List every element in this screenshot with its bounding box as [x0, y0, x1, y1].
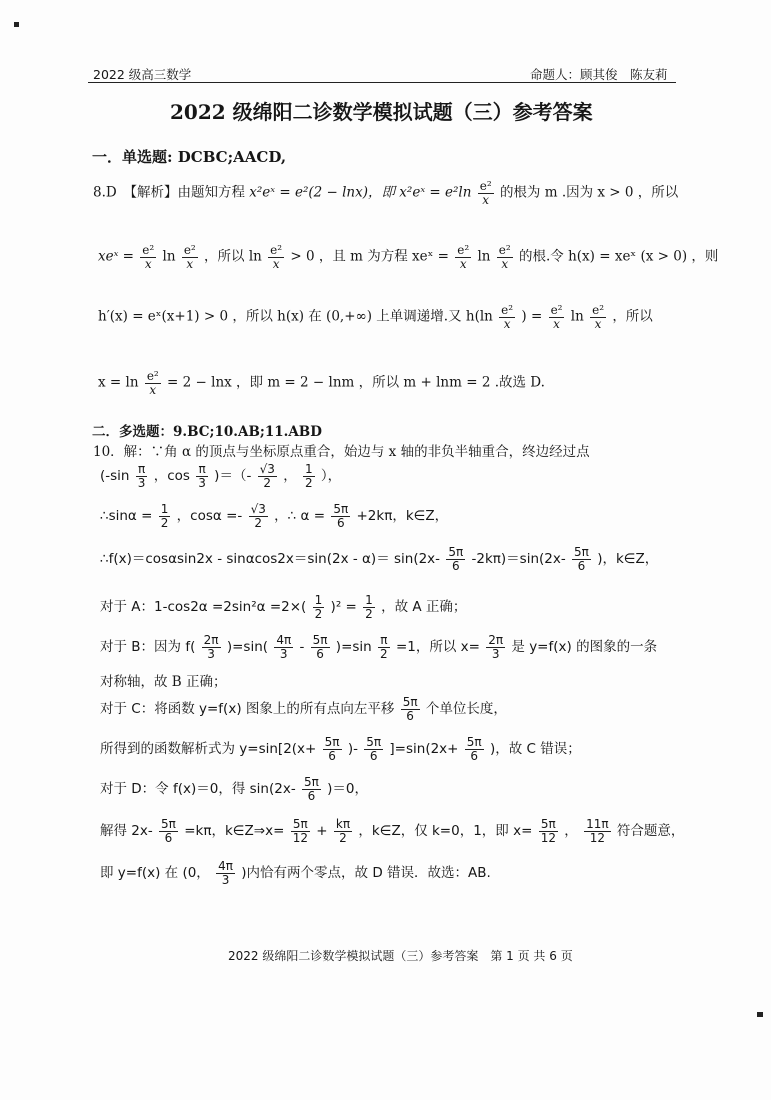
fraction: $\frac{11\pi}{12}$ [586, 817, 609, 845]
q10-text: ∴f(x)＝cosαsin2x - sinαcos2x＝sin(2x - α)＝ sin(2x- [100, 551, 441, 568]
fraction: $\frac{\pi}{3}$ [198, 462, 206, 490]
q8-line-1 [93, 180, 678, 206]
q10-text: ， [564, 823, 578, 840]
option-b-line [100, 634, 657, 660]
q10-text: )=sin( [226, 639, 269, 656]
q10-line-2 [100, 463, 341, 489]
fraction: $\frac{\pi}{2}$ [380, 633, 388, 661]
fraction: $\frac{\text{e²}}{x}$ [146, 369, 159, 397]
q10-text: =1，所以 x= [395, 639, 480, 656]
fraction: $\frac{5\pi}{6}$ [366, 735, 382, 763]
fraction: $\frac{4\pi}{3}$ [218, 859, 233, 887]
option-d-solution [100, 818, 684, 844]
q10-text: 是 y=f(x) 的图象的一条 [511, 639, 658, 656]
q8-text: x = ln [98, 374, 139, 391]
q8-text: 的根为 m .因为 x > 0 ，所以 [499, 184, 679, 201]
q8-text: h′(x) = eˣ(x+1) > 0 ，所以 h(x) 在 (0,+∞) 上单调递增.又 h(ln [98, 308, 493, 325]
fraction: $\frac{\text{e²}}{x}$ [498, 243, 511, 271]
q10-text: 对于 A：1-cos2α =2sin²α =2×( [100, 599, 307, 616]
q10-line-1: 10．解：∵角 α 的顶点与坐标原点重合，始边与 x 轴的非负半轴重合，终边经过点 [93, 444, 590, 460]
q10-text: 即 y=f(x) 在 (0， [100, 865, 210, 882]
section-multi-choice: 二．多选题：9.BC;10.AB;11.ABD [92, 424, 322, 440]
page-title: 2022 级绵阳二诊数学模拟试题（三）参考答案 [170, 100, 593, 124]
q10-line-4 [100, 546, 658, 572]
q8-text: ，所以 [612, 308, 653, 325]
q10-text: )内恰有两个零点，故 D 错误．故选：AB. [241, 865, 491, 882]
fraction: $\frac{5\pi}{6}$ [574, 545, 589, 573]
q8-text: xeˣ = [98, 248, 134, 265]
fraction: $\frac{\text{e²}}{x}$ [142, 243, 155, 271]
fraction: $\frac{2\pi}{3}$ [488, 633, 504, 661]
q10-text: 对于 D：令 f(x)＝0，得 sin(2x- [100, 781, 296, 798]
q10-text: )＝0， [327, 781, 369, 798]
q10-text: 解得 2x- [100, 823, 153, 840]
q8-equation: x²eˣ = e²(2 − lnx)，即 x²eˣ = e²ln [249, 184, 472, 201]
fraction: $\frac{5\pi}{12}$ [540, 817, 556, 845]
q10-text: 对于 C：将函数 y=f(x) 图象上的所有点向左平移 [100, 701, 395, 718]
fraction: $\frac{1}{2}$ [314, 593, 323, 621]
fraction: $\frac{\text{e²}}{x}$ [183, 243, 196, 271]
fraction: $\frac{1}{2}$ [304, 462, 313, 490]
q10-text: )- [347, 741, 358, 758]
q10-text: )＝（- [214, 468, 252, 485]
fraction: $\frac{1}{2}$ [365, 593, 373, 621]
q8-text: ) = [521, 308, 543, 325]
q10-text: ，k∈Z，仅 k=0，1，即 x= [358, 823, 533, 840]
option-a-line [100, 594, 466, 620]
scan-speck [14, 22, 19, 27]
fraction: $\frac{5\pi}{6}$ [333, 502, 349, 530]
fraction: $\frac{\pi}{3}$ [137, 462, 146, 490]
q10-text: + [316, 823, 328, 840]
fraction: $\frac{5\pi}{6}$ [448, 545, 464, 573]
q10-text: -2kπ)＝sin(2x- [471, 551, 566, 568]
fraction: $\frac{2\pi}{3}$ [203, 633, 219, 661]
header-left: 2022 级高三数学 [93, 67, 192, 82]
q8-text: > 0 ，且 m 为方程 xeˣ = [290, 248, 449, 265]
fraction: $\frac{\text{e²}}{x}$ [457, 243, 470, 271]
q10-text: )² = [330, 599, 357, 616]
q10-text: ，∴ α = [274, 508, 326, 525]
q10-text: (-sin [100, 468, 130, 485]
fraction: $\frac{5\pi}{6}$ [324, 735, 340, 763]
q10-text: - [299, 639, 305, 656]
q8-line-4 [98, 370, 545, 396]
q8-text: 的根.令 h(x) = xeˣ (x > 0) ，则 [519, 248, 719, 265]
q10-text: ，故 A 正确； [381, 599, 467, 616]
q8-text: 8.D 【解析】由题知方程 [93, 184, 245, 201]
q10-text: ， [283, 468, 297, 485]
fraction: $\frac{\text{e²}}{x}$ [592, 303, 605, 331]
q10-text: ）， [320, 468, 342, 485]
fraction: $\frac{\text{e²}}{x}$ [479, 179, 492, 207]
q10-line-3 [100, 503, 448, 529]
q8-line-2 [98, 244, 718, 270]
fraction: $\frac{5\pi}{12}$ [292, 817, 308, 845]
q10-text: 对于 B：因为 f( [100, 639, 196, 656]
header-rule [88, 82, 676, 83]
q10-text: )，k∈Z， [597, 551, 659, 568]
fraction: $\frac{1}{2}$ [160, 502, 169, 530]
single-choice-answers: DCBC;AACD, [177, 148, 287, 166]
q10-text: 所得到的函数解析式为 y=sin[2(x+ [100, 741, 317, 758]
section-single-choice [92, 146, 286, 167]
q8-line-3 [98, 304, 653, 330]
scan-speck [757, 1012, 763, 1017]
q10-text: ，cos [153, 468, 190, 485]
page-footer: 2022 级绵阳二诊数学模拟试题（三）参考答案 第 1 页 共 6 页 [228, 949, 573, 963]
fraction: $\frac{√3}{2}$ [250, 502, 266, 530]
q10-text: +2kπ，k∈Z， [356, 508, 449, 525]
q8-text: ，所以 ln [204, 248, 262, 265]
fraction: $\frac{5\pi}{6}$ [304, 775, 319, 803]
fraction: $\frac{5\pi}{6}$ [161, 817, 176, 845]
option-c-line-2 [100, 736, 581, 762]
fraction: $\frac{√3}{2}$ [259, 462, 275, 490]
header-right: 命题人：顾其俊 陈友莉 [530, 67, 668, 82]
fraction: $\frac{5\pi}{6}$ [312, 633, 328, 661]
q10-text: ，cosα =- [176, 508, 243, 525]
q8-text: ln [477, 248, 491, 265]
q10-text: 个单位长度， [425, 701, 507, 718]
q10-conclusion [100, 860, 491, 886]
section-heading: 一．单选题: [92, 148, 173, 166]
q8-text: ln [570, 308, 584, 325]
fraction: $\frac{4\pi}{3}$ [276, 633, 292, 661]
fraction: $\frac{5\pi}{6}$ [402, 695, 418, 723]
q10-text: ]=sin(2x+ [389, 741, 459, 758]
q8-text: ln [162, 248, 176, 265]
option-b-line-2: 对称轴，故 B 正确； [100, 674, 227, 690]
q10-text: 符合题意， [616, 823, 685, 840]
fraction: $\frac{k\pi}{2}$ [335, 817, 351, 845]
q10-text: =kπ，k∈Z⇒x= [184, 823, 285, 840]
fraction: $\frac{\text{e²}}{x}$ [501, 303, 514, 331]
fraction: $\frac{5\pi}{6}$ [466, 735, 482, 763]
q10-text: )=sin [335, 639, 372, 656]
q8-text: = 2 − lnx ，即 m = 2 − lnm ，所以 m + lnm = 2 .故选 D. [167, 374, 545, 391]
fraction: $\frac{\text{e²}}{x}$ [550, 303, 563, 331]
option-c-line [100, 696, 507, 722]
q10-text: ∴sinα = [100, 508, 153, 525]
option-d-line [100, 776, 368, 802]
fraction: $\frac{\text{e²}}{x}$ [270, 243, 283, 271]
q10-text: )，故 C 错误； [489, 741, 581, 758]
